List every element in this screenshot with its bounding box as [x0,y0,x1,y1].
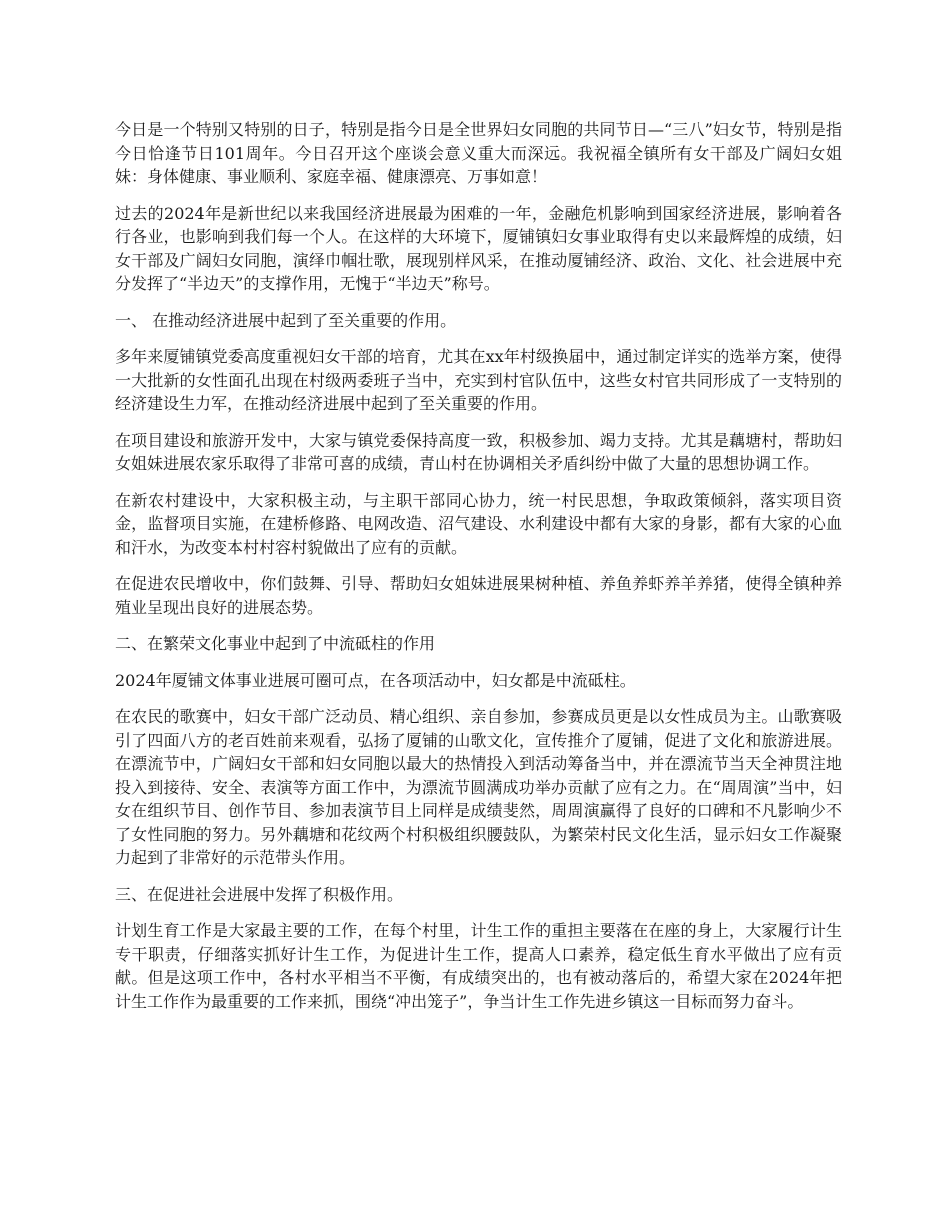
document-body [115,118,842,1026]
paragraph-family-planning: 计划生育工作是大家最主要的工作，在每个村里，计生工作的重担主要落在在座的身上，大家履行计生专干职责，仔细落实抓好计生工作，为促进计生工作，提高人口素养，稳定低生育水平做出了应有贡献。但是这项工作中，各村水平相当不平衡，有成绩突出的，也有被动落后的，希望大家在2024年把计生工作作为最重要的工作来抓，围绕“冲出笼子”，争当计生工作先进乡镇这一目标而努力奋斗。 [115,921,842,1011]
paragraph-culture-events: 在农民的歌赛中，妇女干部广泛动员、精心组织、亲自参加，参赛成员更是以女性成员为主。山歌赛吸引了四面八方的老百姓前来观看，弘扬了厦铺的山歌文化，宣传推介了厦铺，促进了文化和旅游进展。在漂流节中，广阔妇女干部和妇女同胞以最大的热情投入到活动筹备当中，并在漂流节当天全神贯注地投入到接待、安全、表演等方面工作中，为漂流节圆满成功举办贡献了应有之力。在“周周演”当中，妇女在组织节目、创作节目、参加表演节目上同样是成绩斐然，周周演赢得了良好的口碑和不凡影响少不了女性同胞的努力。另外藕塘和花纹两个村积极组织腰鼓队，为繁荣村民文化生活，显示妇女工作凝聚力起到了非常好的示范带头作用。 [115,707,842,867]
paragraph-review-2024: 过去的2024年是新世纪以来我国经济进展最为困难的一年，金融危机影响到国家经济进展，影响着各行各业，也影响到我们每一个人。在这样的大环境下，厦铺镇妇女事业取得有史以来最辉煌的成绩，妇女干部及广阔妇女同胞，演绎巾帼壮歌，展现别样风采，在推动厦铺经济、政治、文化、社会进展中充分发挥了“半边天”的支撑作用，无愧于“半边天”称号。 [115,203,842,293]
paragraph-farmer-income: 在促进农民增收中，你们鼓舞、引导、帮助妇女姐妹进展果树种植、养鱼养虾养羊养猪，使得全镇种养殖业呈现出良好的进展态势。 [115,574,842,617]
paragraph-opening: 今日是一个特别又特别的日子，特别是指今日是全世界妇女同胞的共同节日—“三八”妇女节，特别是指今日恰逢节日101周年。今日召开这个座谈会意义重大而深远。我祝福全镇所有女干部及广阔妇女姐妹：身体健康、事业顺利、家庭幸福、健康漂亮、万事如意！ [115,120,842,186]
section-heading-culture: 二、在繁荣文化事业中起到了中流砥柱的作用 [115,634,436,653]
paragraph-new-village: 在新农村建设中，大家积极主动，与主职干部同心协力，统一村民思想，争取政策倾斜，落实项目资金，监督项目实施，在建桥修路、电网改造、沼气建设、水利建设中都有大家的身影，都有大家的心血和汗水，为改变本村村容村貌做出了应有的贡献。 [115,490,842,557]
section-heading-society: 三、在促进社会进展中发挥了积极作用。 [115,884,404,904]
paragraph-cadre-training: 多年来厦铺镇党委高度重视妇女干部的培育，尤其在xx年村级换届中，通过制定详实的选举方案，使得一大批新的女性面孔出现在村级两委班子当中，充实到村官队伍中，这些女村官共同形成了一支特别的经济建设生力军，在推动经济进展中起到了至关重要的作用。 [115,347,842,413]
paragraph-culture-summary: 2024年厦铺文体事业进展可圈可点，在各项活动中，妇女都是中流砥柱。 [115,670,636,690]
paragraph-project-tourism: 在项目建设和旅游开发中，大家与镇党委保持高度一致，积极参加、竭力支持。尤其是藕塘村，帮助妇女姐妹进展农家乐取得了非常可喜的成绩，青山村在协调相关矛盾纠纷中做了大量的思想协调工作。 [115,430,842,473]
section-heading-economy: 一、 在推动经济进展中起到了至关重要的作用。 [115,310,457,330]
